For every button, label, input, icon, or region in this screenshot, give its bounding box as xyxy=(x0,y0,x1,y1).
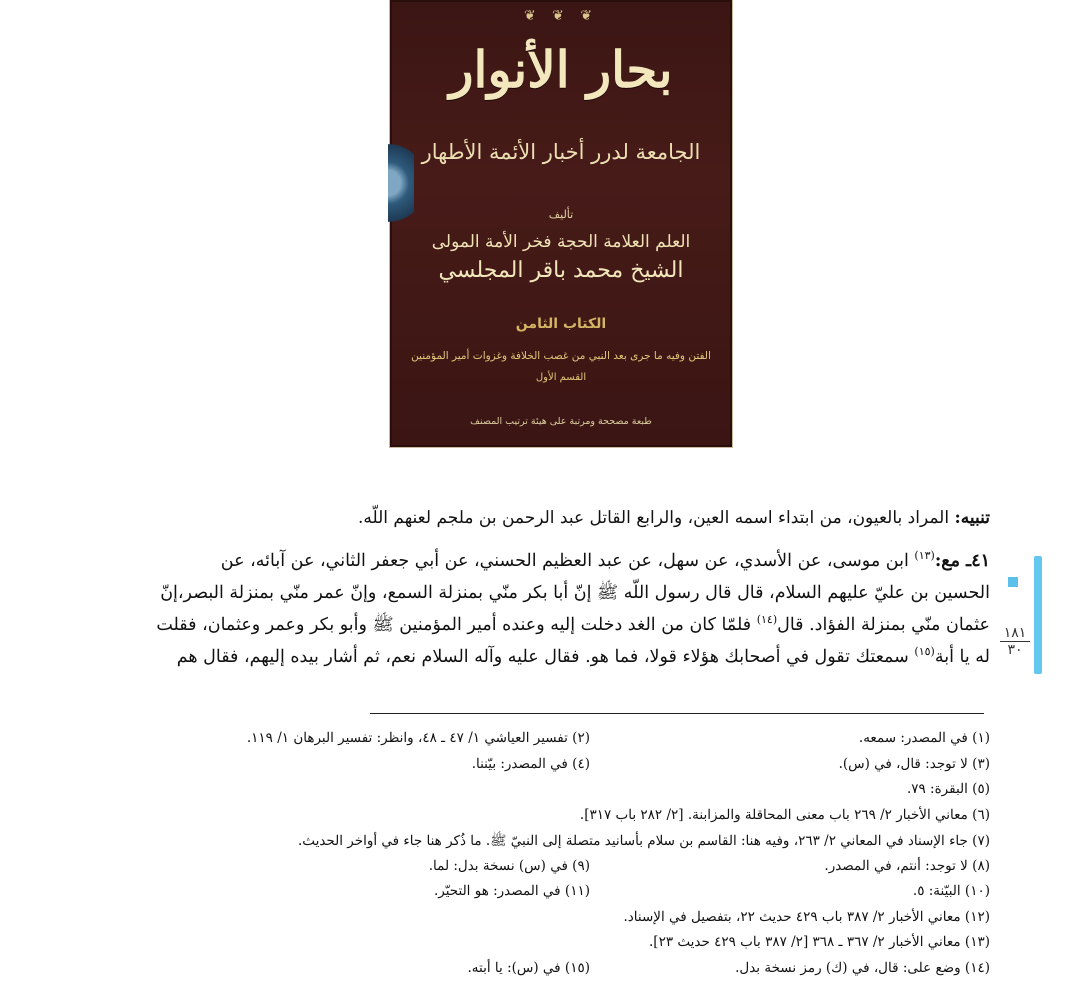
footnote-4: (٤) في المصدر: بيّننا. xyxy=(471,755,590,772)
cover-author-label: تأليف xyxy=(548,208,574,221)
cover-publisher: طبعة مصححة ومرتبة على هيئة ترتيب المصنف xyxy=(470,416,652,427)
footnote-14: (١٤) وضع على: قال، في (ك) رمز نسخة بدل. xyxy=(735,959,990,976)
footnote-13: (١٣) معاني الأخبار ٢/ ٣٦٧ ـ ٣٦٨ [٢/ ٣٨٧ باب ٤٢٩ حديث ٢٣]. xyxy=(649,934,990,950)
note-text: المراد بالعيون، من ابتداء اسمه العين، والرابع القاتل عبد الرحمن بن ملجم لعنهم اللّه. xyxy=(357,508,955,528)
footnote-row xyxy=(60,858,990,884)
hadith-line-4 xyxy=(70,641,990,673)
footnote-15: (١٥) في (س): يا أبته. xyxy=(467,959,590,976)
hadith-number: ٤١ـ مع: xyxy=(934,551,990,571)
hadith-line-3b: فلمّا كان من الغد دخلت إليه وعنده أمير المؤمنين ﷺ وأبو بكر وعمر وعثمان، فقلت xyxy=(156,615,757,635)
cover-author-line2: الشيخ محمد باقر المجلسي xyxy=(438,258,684,283)
footnote-2: (٢) تفسير العياشي ١/ ٤٧ ـ ٤٨، وانظر: تفسير البرهان ١/ ١١٩. xyxy=(246,730,590,746)
footnote-10: (١٠) البيّنة: ٥. xyxy=(912,883,990,899)
cover-subtitle: الجامعة لدرر أخبار الأئمة الأطهار xyxy=(421,140,701,164)
footnote-11: (١١) في المصدر: هو التحيّر. xyxy=(433,883,590,899)
hadith-line-1 xyxy=(70,545,990,577)
hadith-line-3 xyxy=(70,609,990,641)
highlight-bar xyxy=(1034,556,1042,674)
footnote-row xyxy=(60,781,990,807)
footnote-8: (٨) لا توجد: أنتم، في المصدر. xyxy=(824,857,990,874)
hadith-line-3a: عثمان منّي بمنزلة الفؤاد. قال xyxy=(777,615,990,635)
footnote-divider xyxy=(370,713,984,714)
cover-top-ornament: ❦ ❦ ❦ xyxy=(523,8,599,24)
footnote-7: (٧) جاء الإسناد في المعاني ٢/ ٢٦٣، وفيه هنا: القاسم بن سلام بأسانيد متصلة إلى النبيّ ﷺ. ما ذُكر هنا جاء في أواخر الحديث. xyxy=(298,833,990,849)
hadith-line-1-text: ابن موسى، عن الأسدي، عن سهل، عن عبد العظيم الحسني، عن أبي جعفر الثاني، عن آبائه، عن xyxy=(220,551,915,571)
hadith-paragraph xyxy=(70,545,990,673)
page-reference xyxy=(1000,625,1030,658)
footnote-row xyxy=(60,909,990,935)
page-ref-bottom: ٣٠ xyxy=(1007,642,1023,658)
cover-title: بحار الأنوار xyxy=(449,40,673,99)
footnote-1: (١) في المصدر: سمعه. xyxy=(858,730,990,746)
cover-book-description: الفتن وفيه ما جرى بعد النبي من غصب الخلافة وغزوات أمير المؤمنين xyxy=(411,350,711,362)
footnote-row xyxy=(60,756,990,782)
footnote-6: (٦) معاني الأخبار ٢/ ٢٦٩ باب معنى المحاقلة والمزابنة. [٢/ ٢٨٢ باب ٣١٧]. xyxy=(579,806,990,823)
note-label: تنبيه: xyxy=(954,508,990,528)
cover-ornament xyxy=(388,118,414,248)
footnote-9: (٩) في (س) نسخة بدل: لما. xyxy=(428,857,590,874)
footnote-ref-15: (١٥) xyxy=(914,645,935,659)
page-ref-top: ١٨١ xyxy=(1000,625,1030,642)
footnote-row xyxy=(60,883,990,909)
footnote-row xyxy=(60,960,990,986)
footnote-row xyxy=(60,730,990,756)
cover-book-part: القسم الأول xyxy=(535,372,587,383)
footnotes xyxy=(60,730,990,985)
cover-author-line1: العلم العلامة الحجة فخر الأمة المولى xyxy=(431,232,691,252)
highlight-marker xyxy=(1008,577,1018,587)
footnote-row xyxy=(60,934,990,960)
book-cover xyxy=(390,0,732,447)
hadith-line-4b: سمعتك تقول في أصحابك هؤلاء قولا، فما هو. فقال عليه وآله السلام نعم، ثم أشار بيده إليهم، فقال هم xyxy=(176,647,915,667)
footnote-ref-14: (١٤) xyxy=(756,613,778,627)
footnote-row xyxy=(60,832,990,858)
hadith-line-2: الحسين بن عليّ عليهم السلام، قال قال رسول اللّه ﷺ إنّ أبا بكر منّي بمنزلة السمع، وإنّ عمر منّي بمنزلة البصر،إنّ xyxy=(160,583,990,603)
footnote-5: (٥) البقرة: ٧٩. xyxy=(906,781,990,797)
cover-book-number: الكتاب الثامن xyxy=(515,316,607,332)
footnote-3: (٣) لا توجد: قال، في (س). xyxy=(838,755,990,772)
hadith-line-4a: له يا أبة xyxy=(934,647,990,667)
note-paragraph xyxy=(70,502,990,534)
footnote-12: (١٢) معاني الأخبار ٢/ ٣٨٧ باب ٤٢٩ حديث ٢٢، بتفصيل في الإسناد. xyxy=(623,908,990,925)
footnote-row xyxy=(60,807,990,833)
footnote-ref-13: (١٣) xyxy=(914,549,935,563)
